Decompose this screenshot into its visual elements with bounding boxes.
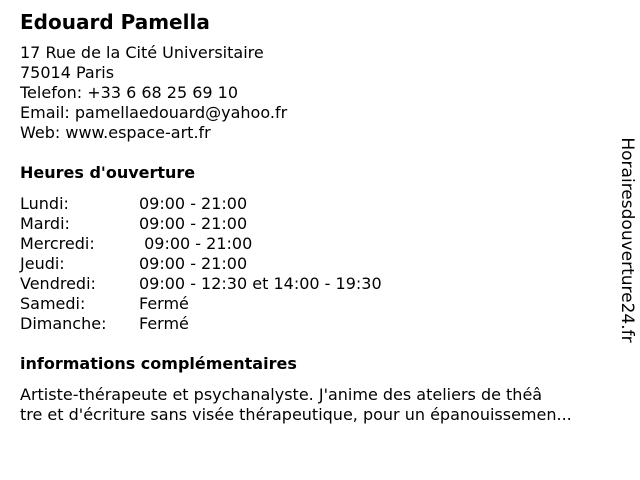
phone-line: Telefon: +33 6 68 25 69 10 xyxy=(20,83,239,102)
hours-row-tuesday xyxy=(20,214,620,234)
day-label: Mercredi: xyxy=(20,234,95,253)
day-hours: Fermé xyxy=(139,294,189,313)
day-label: Samedi: xyxy=(20,294,86,313)
business-name: Edouard Pamella xyxy=(20,10,210,34)
day-hours: 09:00 - 21:00 xyxy=(139,254,248,273)
info-text xyxy=(20,385,620,425)
email-line: Email: pamellaedouard@yahoo.fr xyxy=(20,103,288,122)
info-title: informations complémentaires xyxy=(20,354,297,373)
day-hours: 09:00 - 21:00 xyxy=(139,214,248,233)
hours-row-saturday xyxy=(20,294,620,314)
day-hours: 09:00 - 21:00 xyxy=(139,194,248,213)
address-line-1: 17 Rue de la Cité Universitaire xyxy=(20,43,264,62)
day-label: Vendredi: xyxy=(20,274,96,293)
day-hours: 09:00 - 21:00 xyxy=(139,234,253,253)
day-label: Dimanche: xyxy=(20,314,107,333)
day-label: Jeudi: xyxy=(20,254,65,273)
hours-row-thursday xyxy=(20,254,620,274)
day-hours: 09:00 - 12:30 et 14:00 - 19:30 xyxy=(139,274,382,293)
hours-row-wednesday xyxy=(20,234,620,254)
site-watermark: Horairesdouverture24.fr xyxy=(617,137,637,343)
day-label: Lundi: xyxy=(20,194,69,213)
hours-title: Heures d'ouverture xyxy=(20,163,196,182)
hours-row-friday xyxy=(20,274,620,294)
day-hours: Fermé xyxy=(139,314,189,333)
business-card xyxy=(20,9,620,425)
hours-table xyxy=(20,194,620,334)
address-line-2: 75014 Paris xyxy=(20,63,115,82)
hours-row-sunday xyxy=(20,314,620,334)
day-label: Mardi: xyxy=(20,214,70,233)
hours-row-monday xyxy=(20,194,620,214)
info-line-2: tre et d'écriture sans visée thérapeutique, pour un épanouissemen... xyxy=(20,405,572,424)
info-line-1: Artiste-thérapeute et psychanalyste. J'anime des ateliers de théâ xyxy=(20,385,543,404)
web-line: Web: www.espace-art.fr xyxy=(20,123,211,142)
